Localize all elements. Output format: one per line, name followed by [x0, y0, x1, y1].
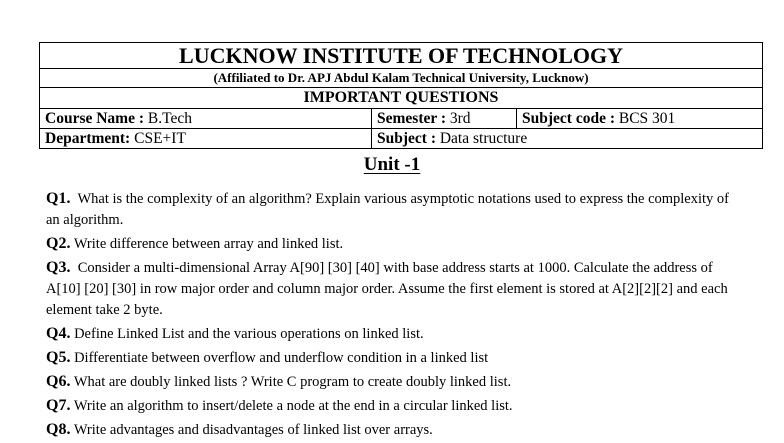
question-number: Q2.	[46, 235, 71, 252]
question-number: Q5.	[46, 349, 71, 366]
subject-code-label: Subject code :	[522, 110, 615, 127]
question-number: Q7.	[46, 397, 71, 414]
question-list	[46, 188, 746, 443]
question-text: Write an algorithm to insert/delete a node at the end in a circular linked list.	[73, 398, 513, 414]
question-item	[46, 257, 746, 321]
header-table	[39, 42, 763, 149]
question-number: Q3.	[46, 259, 71, 276]
question-number: Q6.	[46, 373, 71, 390]
affiliation-text: (Affiliated to Dr. APJ Abdul Kalam Technical University, Lucknow)	[40, 69, 763, 88]
question-text: Define Linked List and the various operations on linked list.	[74, 326, 424, 342]
course-cell	[40, 109, 372, 129]
question-text: Write difference between array and linked list.	[73, 236, 344, 252]
question-item	[46, 188, 746, 231]
question-number: Q8.	[46, 421, 71, 438]
department-cell	[40, 129, 372, 149]
question-text: Consider a multi-dimensional Array A[90] [30] [40] with base address starts at 1000. Calculate the address of A[10] [20] [30] in row major order and column major order. Assume the first element is stored at A[2][2][2] and each element take 2 byte.	[46, 260, 728, 318]
subject-code-value: BCS 301	[618, 110, 676, 127]
question-text: Differentiate between overflow and underflow condition in a linked list	[74, 350, 489, 366]
subject-label: Subject :	[377, 130, 436, 147]
unit-heading	[0, 153, 784, 177]
question-number: Q1.	[46, 190, 71, 207]
question-item	[46, 395, 746, 417]
subject-cell	[372, 129, 763, 149]
unit-title: Unit -1	[363, 154, 421, 175]
question-item	[46, 233, 746, 255]
question-text: What are doubly linked lists ? Write C program to create doubly linked list.	[73, 374, 512, 390]
subject-value: Data structure	[439, 130, 528, 147]
semester-cell	[372, 109, 517, 129]
department-label: Department:	[45, 130, 131, 147]
question-text: Write advantages and disadvantages of linked list over arrays.	[73, 422, 433, 438]
question-item	[46, 347, 746, 369]
question-item	[46, 371, 746, 393]
semester-label: Semester :	[377, 110, 447, 127]
department-value: CSE+IT	[134, 130, 186, 147]
subject-code-cell	[517, 109, 763, 129]
course-value: B.Tech	[147, 110, 192, 127]
question-item	[46, 323, 746, 345]
question-number: Q4.	[46, 325, 71, 342]
semester-value: 3rd	[449, 110, 471, 127]
document-title: IMPORTANT QUESTIONS	[40, 88, 763, 109]
question-item	[46, 419, 746, 441]
question-text: What is the complexity of an algorithm? Explain various asymptotic notations used to express the complexity of an algorithm.	[46, 191, 730, 228]
institute-name: LUCKNOW INSTITUTE OF TECHNOLOGY	[40, 43, 763, 69]
course-label: Course Name :	[45, 110, 145, 127]
